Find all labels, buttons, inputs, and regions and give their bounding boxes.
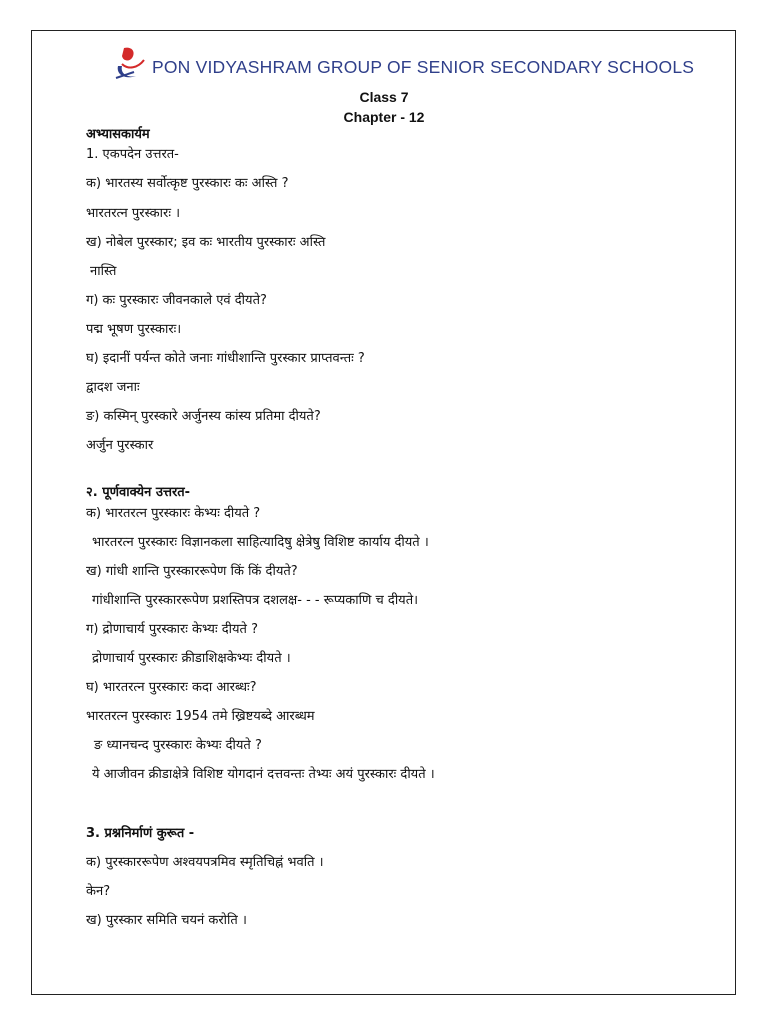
s1-answer-1: भारतरत्न पुरस्कारः । — [86, 206, 180, 221]
s2-question-5: ङ ध्यानचन्द पुरस्कारः केभ्यः दीयते ? — [94, 738, 262, 753]
s2-answer-5: ये आजीवन क्रीडाक्षेत्रे विशिष्ट योगदानं दत्तवन्तः तेभ्यः अयं पुरस्कारः दीयते । — [92, 767, 435, 782]
s3-statement-2: ख) पुरस्कार समिति चयनं करोति । — [86, 913, 247, 928]
s1-question-5: ङ) कस्मिन् पुरस्कारे अर्जुनस्य कांस्य प्रतिमा दीयते? — [86, 409, 321, 424]
s1-question-3: ग) कः पुरस्कारः जीवनकाले एवं दीयते? — [86, 293, 267, 308]
s1-question-1: क) भारतस्य सर्वोत्कृष्ट पुरस्कारः कः अस्ति ? — [86, 176, 289, 191]
s2-question-4: घ) भारतरत्न पुरस्कारः कदा आरब्धः? — [86, 680, 257, 695]
s2-question-2: ख) गांधी शान्ति पुरस्काररूपेण किं किं दीयते? — [86, 564, 298, 579]
s2-question-1: क) भारतरत्न पुरस्कारः केभ्यः दीयते ? — [86, 506, 261, 521]
s1-answer-5: अर्जुन पुरस्कार — [86, 438, 154, 453]
exercise-heading: अभ्यासकार्यम — [86, 127, 150, 142]
section-1-title: 1. एकपदेन उत्तरत- — [86, 147, 179, 162]
s2-answer-4: भारतरत्न पुरस्कारः 1954 तमे ख्रिष्टयब्दे आरब्धम — [86, 709, 315, 724]
section-3-title: 3. प्रश्ननिर्माणं कुरूत - — [86, 826, 195, 841]
s3-statement-1: क) पुरस्काररूपेण अश्वयपत्रमिव स्मृतिचिह्नं भवति । — [86, 855, 324, 870]
s2-answer-3: द्रोणाचार्य पुरस्कारः क्रीडाशिक्षकेभ्यः दीयते । — [92, 651, 291, 666]
chapter-label: Chapter - 12 — [343, 109, 425, 125]
school-logo-icon — [110, 44, 150, 84]
school-name: PON VIDYASHRAM GROUP OF SENIOR SECONDARY SCHOOLS — [152, 57, 695, 77]
s2-answer-2: गांधीशान्ति पुरस्काररूपेण प्रशस्तिपत्र दशलक्ष- - - रूप्यकाणि च दीयते। — [92, 593, 419, 608]
class-label: Class 7 — [359, 89, 409, 105]
s2-answer-1: भारतरत्न पुरस्कारः विज्ञानकला साहित्यादिषु क्षेत्रेषु विशिष्ट कार्याय दीयते । — [92, 535, 429, 550]
section-2-title: २. पूर्णवाक्येन उत्तरत- — [86, 485, 191, 500]
s2-question-3: ग) द्रोणाचार्य पुरस्कारः केभ्यः दीयते ? — [86, 622, 258, 637]
s1-question-4: घ) इदानीं पर्यन्त कोते जनाः गांधीशान्ति पुरस्कार प्राप्तवन्तः ? — [86, 351, 365, 366]
s1-answer-4: द्वादश जनाः — [86, 380, 140, 395]
school-header — [110, 44, 710, 90]
s1-answer-3: पद्म भूषण पुरस्कारः। — [86, 322, 182, 337]
s1-answer-2: नास्ति — [90, 264, 117, 279]
s3-answer-1: केन? — [86, 884, 111, 899]
s1-question-2: ख) नोबेल पुरस्कार; इव कः भारतीय पुरस्कारः अस्ति — [86, 235, 326, 250]
